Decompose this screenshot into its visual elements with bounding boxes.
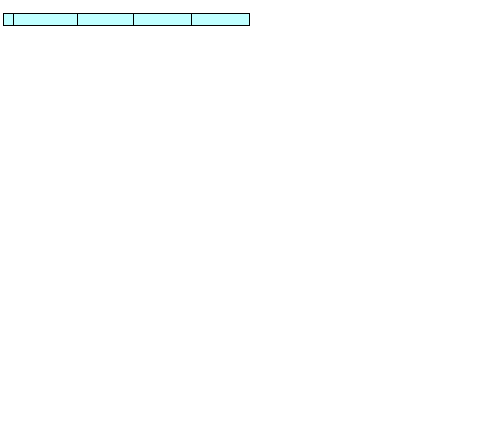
header-horse (14, 14, 78, 26)
entries-table (3, 13, 250, 26)
header-damsire (192, 14, 250, 26)
header-sire (78, 14, 134, 26)
header-dam (134, 14, 192, 26)
page-title (3, 1, 303, 13)
header-num (4, 14, 14, 26)
